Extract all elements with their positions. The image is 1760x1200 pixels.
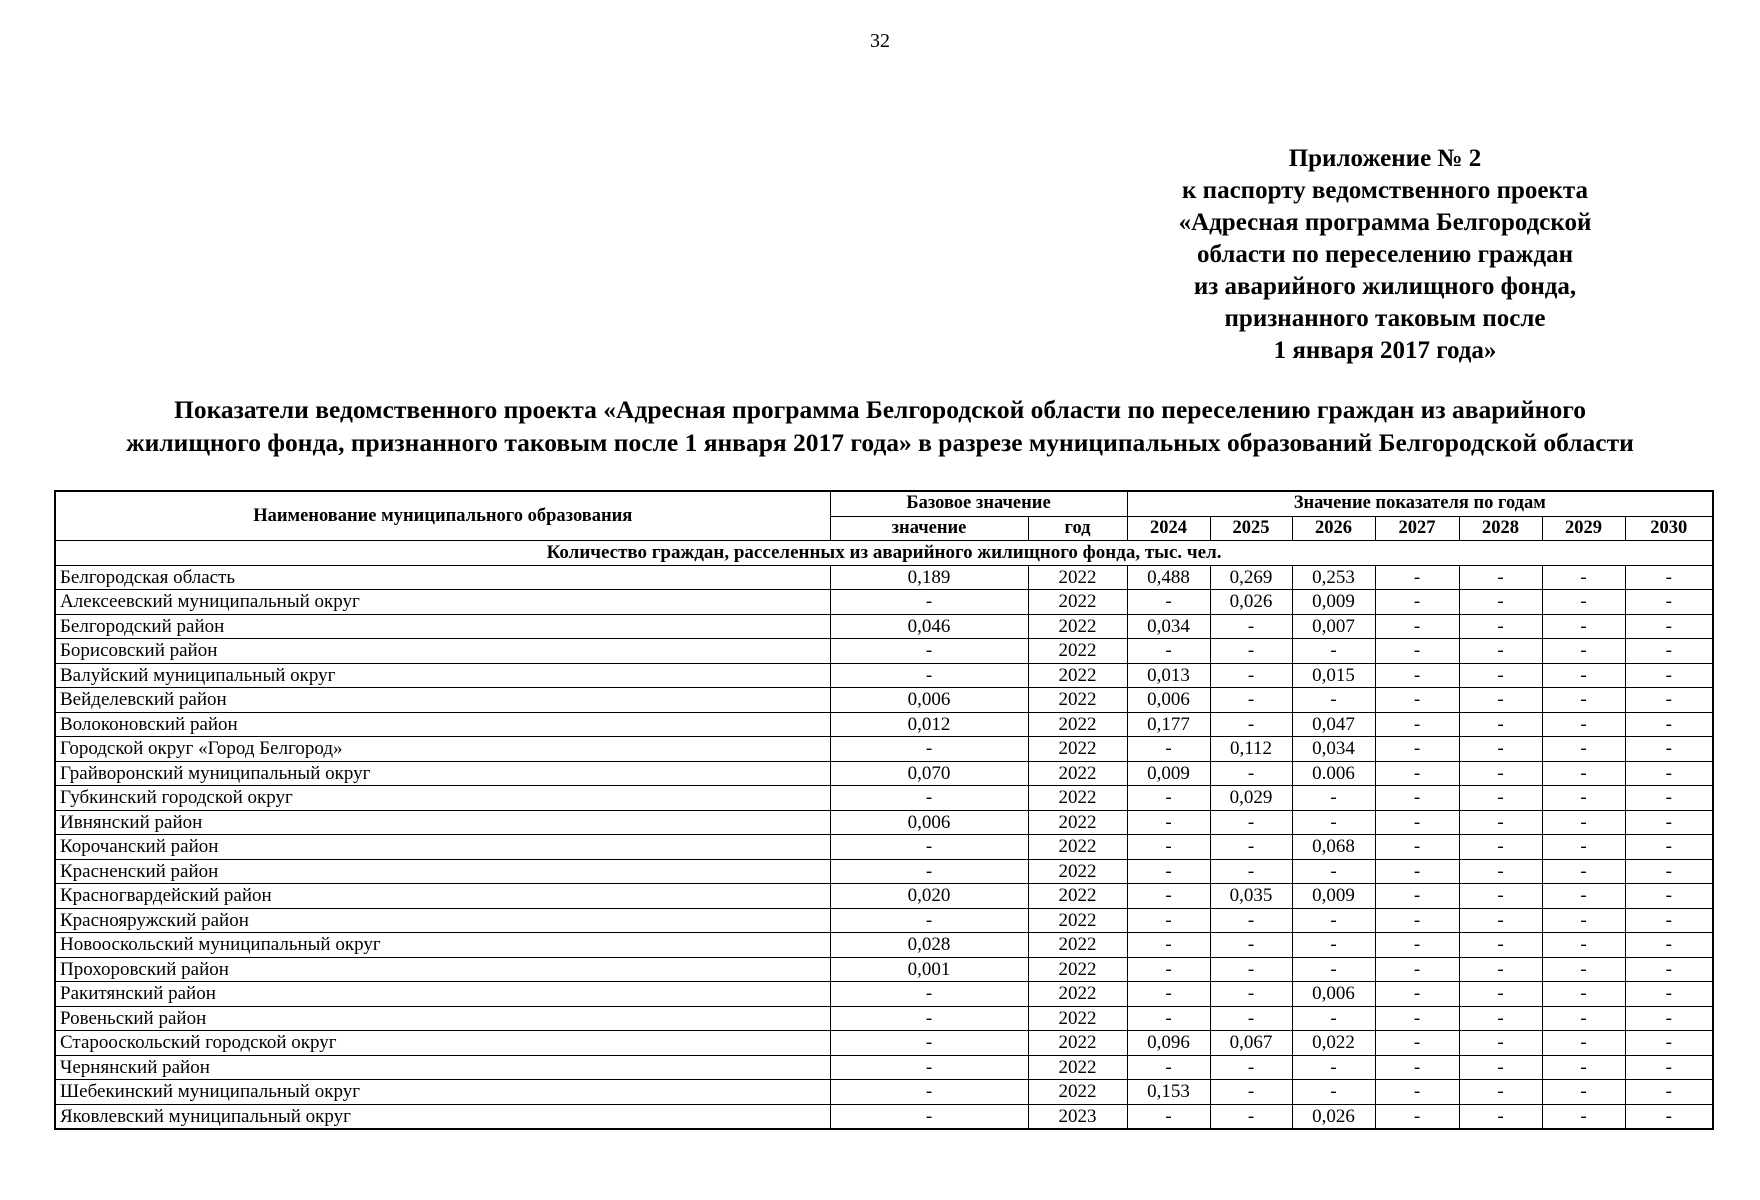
- year-value-cell: 0,034: [1127, 614, 1210, 639]
- year-value-cell: -: [1459, 859, 1542, 884]
- base-year-cell: 2022: [1028, 688, 1127, 713]
- municipality-name: Красненский район: [55, 859, 830, 884]
- year-value-cell: -: [1210, 859, 1292, 884]
- year-value-cell: -: [1459, 614, 1542, 639]
- appendix-line: «Адресная программа Белгородской: [1178, 209, 1592, 236]
- base-year-cell: 2022: [1028, 1031, 1127, 1056]
- base-year-cell: 2022: [1028, 639, 1127, 664]
- municipality-name: Старооскольский городской округ: [55, 1031, 830, 1056]
- base-value-cell: 0,046: [830, 614, 1028, 639]
- year-value-cell: -: [1292, 688, 1375, 713]
- base-year-cell: 2022: [1028, 737, 1127, 762]
- base-value-cell: 0,189: [830, 565, 1028, 590]
- year-value-cell: 0,153: [1127, 1080, 1210, 1105]
- base-year-cell: 2022: [1028, 712, 1127, 737]
- year-value-cell: -: [1292, 1055, 1375, 1080]
- year-value-cell: -: [1127, 835, 1210, 860]
- year-value-cell: -: [1210, 663, 1292, 688]
- municipality-name: Новооскольский муниципальный округ: [55, 933, 830, 958]
- year-value-cell: -: [1625, 663, 1713, 688]
- year-value-cell: -: [1625, 590, 1713, 615]
- document-title-line: Показатели ведомственного проекта «Адресная программа Белгородской области по переселению граждан из аварийного: [174, 395, 1586, 424]
- base-year-cell: 2022: [1028, 786, 1127, 811]
- table-row: [55, 933, 1713, 958]
- year-value-cell: -: [1625, 712, 1713, 737]
- year-value-cell: -: [1210, 982, 1292, 1007]
- year-value-cell: -: [1210, 835, 1292, 860]
- year-value-cell: -: [1625, 737, 1713, 762]
- year-value-cell: -: [1292, 810, 1375, 835]
- table-row: [55, 982, 1713, 1007]
- year-value-cell: -: [1127, 737, 1210, 762]
- year-value-cell: -: [1375, 663, 1459, 688]
- year-value-cell: -: [1127, 1055, 1210, 1080]
- base-value-cell: -: [830, 982, 1028, 1007]
- year-value-cell: -: [1459, 639, 1542, 664]
- year-value-cell: -: [1542, 565, 1625, 590]
- municipality-name: Краснояружский район: [55, 908, 830, 933]
- year-value-cell: -: [1292, 639, 1375, 664]
- appendix-line: к паспорту ведомственного проекта: [1182, 177, 1588, 204]
- year-value-cell: -: [1292, 933, 1375, 958]
- year-value-cell: -: [1375, 565, 1459, 590]
- year-value-cell: -: [1625, 1031, 1713, 1056]
- year-value-cell: -: [1459, 1104, 1542, 1129]
- header-base-year: год: [1028, 516, 1127, 541]
- year-value-cell: -: [1625, 1006, 1713, 1031]
- year-value-cell: -: [1459, 1080, 1542, 1105]
- table-row: [55, 1055, 1713, 1080]
- year-value-cell: -: [1210, 1080, 1292, 1105]
- municipality-name: Губкинский городской округ: [55, 786, 830, 811]
- base-year-cell: 2022: [1028, 859, 1127, 884]
- year-value-cell: 0,029: [1210, 786, 1292, 811]
- year-value-cell: -: [1542, 1006, 1625, 1031]
- year-value-cell: -: [1127, 1104, 1210, 1129]
- table-row: [55, 761, 1713, 786]
- year-value-cell: -: [1542, 810, 1625, 835]
- year-value-cell: -: [1625, 957, 1713, 982]
- base-value-cell: -: [830, 590, 1028, 615]
- appendix-line: признанного таковым после: [1224, 305, 1546, 332]
- header-year: 2027: [1375, 516, 1459, 541]
- year-value-cell: -: [1542, 1104, 1625, 1129]
- base-year-cell: 2022: [1028, 1080, 1127, 1105]
- year-value-cell: -: [1542, 982, 1625, 1007]
- year-value-cell: -: [1127, 590, 1210, 615]
- year-value-cell: -: [1542, 737, 1625, 762]
- table-row: [55, 737, 1713, 762]
- year-value-cell: -: [1542, 884, 1625, 909]
- year-value-cell: 0,488: [1127, 565, 1210, 590]
- municipality-name: Вейделевский район: [55, 688, 830, 713]
- base-value-cell: -: [830, 859, 1028, 884]
- municipality-name: Белгородский район: [55, 614, 830, 639]
- base-year-cell: 2022: [1028, 957, 1127, 982]
- base-year-cell: 2022: [1028, 835, 1127, 860]
- year-value-cell: -: [1292, 786, 1375, 811]
- base-value-cell: -: [830, 737, 1028, 762]
- year-value-cell: -: [1625, 933, 1713, 958]
- header-base-group: Базовое значение: [830, 491, 1127, 516]
- year-value-cell: -: [1375, 614, 1459, 639]
- base-year-cell: 2022: [1028, 884, 1127, 909]
- year-value-cell: -: [1625, 688, 1713, 713]
- indicators-table: [54, 490, 1714, 1130]
- year-value-cell: 0,269: [1210, 565, 1292, 590]
- year-value-cell: -: [1375, 835, 1459, 860]
- municipality-name: Грайворонский муниципальный округ: [55, 761, 830, 786]
- municipality-name: Ракитянский район: [55, 982, 830, 1007]
- year-value-cell: -: [1459, 835, 1542, 860]
- document-title: [20, 393, 1740, 459]
- year-value-cell: -: [1375, 859, 1459, 884]
- page-number: 32: [870, 30, 890, 52]
- table-row: [55, 590, 1713, 615]
- year-value-cell: -: [1542, 688, 1625, 713]
- municipality-name: Красногвардейский район: [55, 884, 830, 909]
- year-value-cell: -: [1459, 737, 1542, 762]
- municipality-name: Чернянский район: [55, 1055, 830, 1080]
- year-value-cell: -: [1459, 786, 1542, 811]
- year-value-cell: -: [1292, 957, 1375, 982]
- year-value-cell: -: [1625, 982, 1713, 1007]
- year-value-cell: 0,009: [1292, 590, 1375, 615]
- year-value-cell: 0,067: [1210, 1031, 1292, 1056]
- year-value-cell: -: [1375, 884, 1459, 909]
- table-row: [55, 639, 1713, 664]
- base-year-cell: 2022: [1028, 982, 1127, 1007]
- table-row: [55, 565, 1713, 590]
- year-value-cell: 0,096: [1127, 1031, 1210, 1056]
- year-value-cell: -: [1542, 590, 1625, 615]
- year-value-cell: -: [1625, 614, 1713, 639]
- year-value-cell: 0,009: [1292, 884, 1375, 909]
- year-value-cell: -: [1210, 688, 1292, 713]
- appendix-line: из аварийного жилищного фонда,: [1193, 273, 1577, 300]
- municipality-name: Шебекинский муниципальный округ: [55, 1080, 830, 1105]
- header-name: Наименование муниципального образования: [55, 491, 830, 541]
- table-row: [55, 908, 1713, 933]
- year-value-cell: 0,068: [1292, 835, 1375, 860]
- year-value-cell: 0,015: [1292, 663, 1375, 688]
- table-row: [55, 957, 1713, 982]
- year-value-cell: 0,035: [1210, 884, 1292, 909]
- table-row: [55, 614, 1713, 639]
- municipality-name: Городской округ «Город Белгород»: [55, 737, 830, 762]
- year-value-cell: 0,026: [1292, 1104, 1375, 1129]
- year-value-cell: -: [1292, 1006, 1375, 1031]
- year-value-cell: -: [1210, 712, 1292, 737]
- year-value-cell: -: [1375, 957, 1459, 982]
- base-year-cell: 2022: [1028, 1006, 1127, 1031]
- table-row: [55, 663, 1713, 688]
- municipality-name: Валуйский муниципальный округ: [55, 663, 830, 688]
- table-row: [55, 810, 1713, 835]
- base-year-cell: 2022: [1028, 908, 1127, 933]
- header-year: 2029: [1542, 516, 1625, 541]
- year-value-cell: -: [1542, 1080, 1625, 1105]
- year-value-cell: -: [1375, 810, 1459, 835]
- year-value-cell: -: [1210, 614, 1292, 639]
- base-year-cell: 2022: [1028, 1055, 1127, 1080]
- year-value-cell: -: [1210, 1055, 1292, 1080]
- base-value-cell: 0,006: [830, 688, 1028, 713]
- year-value-cell: -: [1459, 688, 1542, 713]
- year-value-cell: 0,006: [1127, 688, 1210, 713]
- year-value-cell: 0,253: [1292, 565, 1375, 590]
- base-year-cell: 2022: [1028, 761, 1127, 786]
- year-value-cell: -: [1459, 1006, 1542, 1031]
- year-value-cell: -: [1210, 908, 1292, 933]
- appendix-line: области по переселению граждан: [1196, 241, 1574, 268]
- year-value-cell: 0,047: [1292, 712, 1375, 737]
- year-value-cell: -: [1375, 786, 1459, 811]
- municipality-name: Белгородская область: [55, 565, 830, 590]
- year-value-cell: -: [1542, 957, 1625, 982]
- table-row: [55, 786, 1713, 811]
- municipality-name: Борисовский район: [55, 639, 830, 664]
- year-value-cell: 0,026: [1210, 590, 1292, 615]
- year-value-cell: -: [1292, 908, 1375, 933]
- year-value-cell: -: [1625, 835, 1713, 860]
- year-value-cell: -: [1625, 908, 1713, 933]
- municipality-name: Ивнянский район: [55, 810, 830, 835]
- base-value-cell: 0,070: [830, 761, 1028, 786]
- year-value-cell: -: [1459, 982, 1542, 1007]
- year-value-cell: -: [1459, 761, 1542, 786]
- table-row: [55, 1031, 1713, 1056]
- year-value-cell: -: [1127, 1006, 1210, 1031]
- base-value-cell: -: [830, 1006, 1028, 1031]
- year-value-cell: -: [1375, 908, 1459, 933]
- year-value-cell: -: [1542, 639, 1625, 664]
- base-value-cell: -: [830, 908, 1028, 933]
- table-row: [55, 859, 1713, 884]
- year-value-cell: -: [1625, 810, 1713, 835]
- year-value-cell: -: [1210, 761, 1292, 786]
- year-value-cell: -: [1542, 761, 1625, 786]
- year-value-cell: -: [1625, 761, 1713, 786]
- year-value-cell: -: [1542, 859, 1625, 884]
- year-value-cell: -: [1542, 1055, 1625, 1080]
- table-row: [55, 1080, 1713, 1105]
- year-value-cell: -: [1375, 982, 1459, 1007]
- year-value-cell: -: [1375, 737, 1459, 762]
- base-value-cell: -: [830, 663, 1028, 688]
- year-value-cell: -: [1127, 859, 1210, 884]
- base-value-cell: -: [830, 835, 1028, 860]
- base-value-cell: 0,001: [830, 957, 1028, 982]
- year-value-cell: -: [1542, 933, 1625, 958]
- year-value-cell: -: [1459, 908, 1542, 933]
- year-value-cell: -: [1542, 908, 1625, 933]
- year-value-cell: -: [1459, 590, 1542, 615]
- municipality-name: Яковлевский муниципальный округ: [55, 1104, 830, 1129]
- header-year: 2030: [1625, 516, 1713, 541]
- year-value-cell: -: [1127, 786, 1210, 811]
- base-year-cell: 2022: [1028, 663, 1127, 688]
- table-row: [55, 835, 1713, 860]
- base-value-cell: -: [830, 1055, 1028, 1080]
- year-value-cell: -: [1292, 1080, 1375, 1105]
- year-value-cell: -: [1127, 884, 1210, 909]
- year-value-cell: -: [1375, 1104, 1459, 1129]
- year-value-cell: 0.006: [1292, 761, 1375, 786]
- year-value-cell: -: [1127, 957, 1210, 982]
- year-value-cell: -: [1459, 1031, 1542, 1056]
- year-value-cell: 0,009: [1127, 761, 1210, 786]
- base-value-cell: -: [830, 786, 1028, 811]
- base-value-cell: -: [830, 639, 1028, 664]
- base-value-cell: 0,028: [830, 933, 1028, 958]
- header-year: 2026: [1292, 516, 1375, 541]
- year-value-cell: -: [1625, 1104, 1713, 1129]
- year-value-cell: -: [1210, 810, 1292, 835]
- municipality-name: Прохоровский район: [55, 957, 830, 982]
- year-value-cell: 0,034: [1292, 737, 1375, 762]
- year-value-cell: -: [1210, 639, 1292, 664]
- header-years-group: Значение показателя по годам: [1127, 491, 1713, 516]
- year-value-cell: 0,177: [1127, 712, 1210, 737]
- year-value-cell: -: [1542, 712, 1625, 737]
- year-value-cell: -: [1459, 565, 1542, 590]
- base-year-cell: 2022: [1028, 933, 1127, 958]
- base-year-cell: 2022: [1028, 565, 1127, 590]
- year-value-cell: -: [1375, 1080, 1459, 1105]
- base-year-cell: 2022: [1028, 590, 1127, 615]
- year-value-cell: 0,022: [1292, 1031, 1375, 1056]
- year-value-cell: -: [1127, 982, 1210, 1007]
- base-year-cell: 2023: [1028, 1104, 1127, 1129]
- appendix-line: Приложение № 2: [1288, 145, 1482, 172]
- table-row: [55, 712, 1713, 737]
- year-value-cell: -: [1375, 1055, 1459, 1080]
- year-value-cell: -: [1459, 810, 1542, 835]
- year-value-cell: -: [1459, 884, 1542, 909]
- year-value-cell: -: [1542, 835, 1625, 860]
- year-value-cell: -: [1625, 884, 1713, 909]
- table-row: [55, 1104, 1713, 1129]
- base-year-cell: 2022: [1028, 810, 1127, 835]
- year-value-cell: -: [1459, 933, 1542, 958]
- year-value-cell: -: [1625, 859, 1713, 884]
- year-value-cell: -: [1459, 957, 1542, 982]
- appendix-line: 1 января 2017 года»: [1273, 337, 1497, 364]
- year-value-cell: -: [1459, 663, 1542, 688]
- table-row: [55, 688, 1713, 713]
- year-value-cell: -: [1459, 1055, 1542, 1080]
- year-value-cell: -: [1292, 859, 1375, 884]
- table-row: [55, 1006, 1713, 1031]
- section-title: Количество граждан, расселенных из аварийного жилищного фонда, тыс. чел.: [55, 541, 1713, 566]
- year-value-cell: -: [1375, 639, 1459, 664]
- year-value-cell: -: [1127, 810, 1210, 835]
- header-year: 2025: [1210, 516, 1292, 541]
- base-year-cell: 2022: [1028, 614, 1127, 639]
- year-value-cell: -: [1210, 1104, 1292, 1129]
- appendix-heading: [1125, 143, 1645, 367]
- year-value-cell: 0,013: [1127, 663, 1210, 688]
- base-value-cell: -: [830, 1104, 1028, 1129]
- year-value-cell: -: [1542, 786, 1625, 811]
- header-year: 2024: [1127, 516, 1210, 541]
- year-value-cell: -: [1127, 908, 1210, 933]
- year-value-cell: -: [1127, 933, 1210, 958]
- municipality-name: Алексеевский муниципальный округ: [55, 590, 830, 615]
- year-value-cell: 0,006: [1292, 982, 1375, 1007]
- year-value-cell: -: [1375, 1006, 1459, 1031]
- base-value-cell: -: [830, 1080, 1028, 1105]
- table-row: [55, 884, 1713, 909]
- year-value-cell: -: [1542, 663, 1625, 688]
- year-value-cell: 0,007: [1292, 614, 1375, 639]
- base-value-cell: -: [830, 1031, 1028, 1056]
- municipality-name: Корочанский район: [55, 835, 830, 860]
- year-value-cell: -: [1625, 565, 1713, 590]
- year-value-cell: -: [1542, 1031, 1625, 1056]
- header-year: 2028: [1459, 516, 1542, 541]
- municipality-name: Волоконовский район: [55, 712, 830, 737]
- year-value-cell: -: [1375, 933, 1459, 958]
- year-value-cell: -: [1625, 786, 1713, 811]
- year-value-cell: -: [1375, 590, 1459, 615]
- year-value-cell: -: [1375, 688, 1459, 713]
- year-value-cell: -: [1625, 1080, 1713, 1105]
- base-value-cell: 0,012: [830, 712, 1028, 737]
- year-value-cell: -: [1127, 639, 1210, 664]
- year-value-cell: -: [1210, 1006, 1292, 1031]
- year-value-cell: -: [1625, 639, 1713, 664]
- year-value-cell: -: [1459, 712, 1542, 737]
- year-value-cell: -: [1210, 957, 1292, 982]
- document-title-line: жилищного фонда, признанного таковым после 1 января 2017 года» в разрезе муниципальных образований Белгородской области: [126, 428, 1634, 457]
- year-value-cell: -: [1210, 933, 1292, 958]
- base-value-cell: 0,020: [830, 884, 1028, 909]
- base-value-cell: 0,006: [830, 810, 1028, 835]
- header-base-value: значение: [830, 516, 1028, 541]
- year-value-cell: -: [1375, 761, 1459, 786]
- municipality-name: Ровеньский район: [55, 1006, 830, 1031]
- year-value-cell: -: [1625, 1055, 1713, 1080]
- year-value-cell: 0,112: [1210, 737, 1292, 762]
- year-value-cell: -: [1375, 1031, 1459, 1056]
- year-value-cell: -: [1542, 614, 1625, 639]
- year-value-cell: -: [1375, 712, 1459, 737]
